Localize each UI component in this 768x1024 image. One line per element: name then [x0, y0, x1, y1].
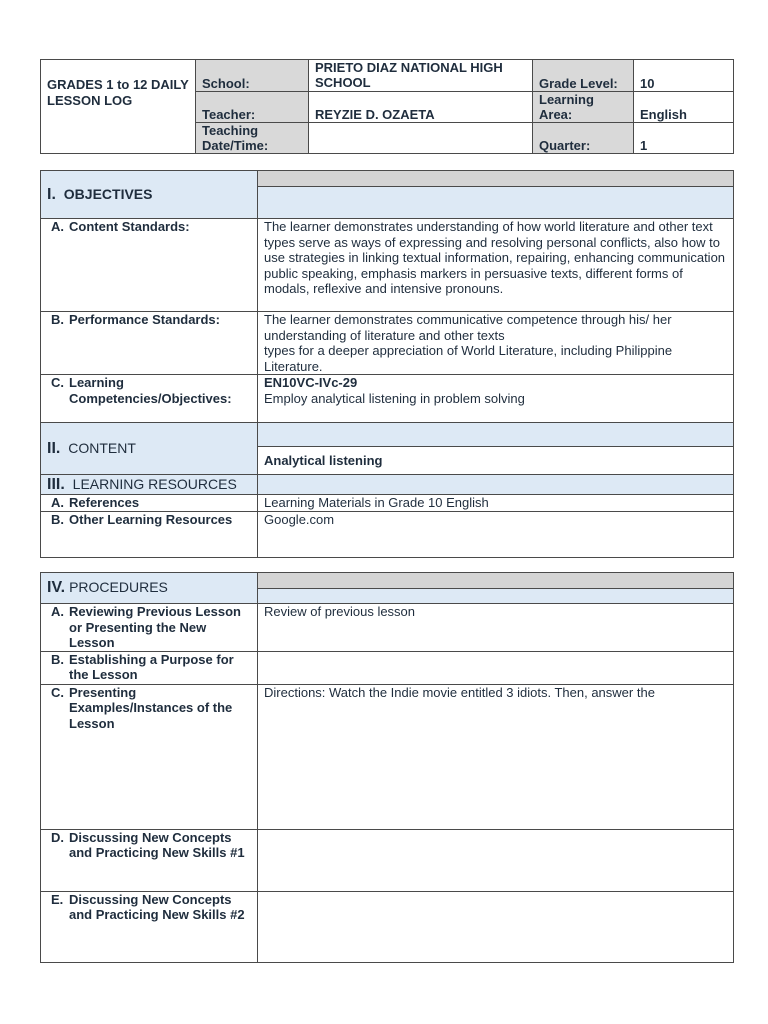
- learning-competencies-value: [258, 375, 734, 423]
- section-content-heading: [41, 423, 258, 475]
- item-letter: A.: [51, 495, 64, 510]
- item-label: Learning Competencies/Objectives:: [69, 375, 232, 406]
- section-title: PROCEDURES: [69, 579, 168, 596]
- area-label: Learning Area:: [533, 92, 634, 123]
- learning-competencies-label: [41, 375, 258, 423]
- date-value: [309, 123, 533, 154]
- date-label: Teaching Date/Time:: [196, 123, 309, 154]
- item-letter: B.: [51, 312, 64, 327]
- performance-standards-value: [258, 312, 734, 375]
- item-letter: A.: [51, 604, 64, 619]
- area-value: English: [634, 92, 734, 123]
- content-standards-label: [41, 219, 258, 312]
- item-letter: A.: [51, 219, 64, 234]
- section-resources-heading: [41, 475, 258, 495]
- item-label: Presenting Examples/Instances of the Lesson: [69, 684, 233, 731]
- log-title: GRADES 1 to 12 DAILY LESSON LOG: [41, 60, 196, 154]
- procedure-d-value: [258, 829, 734, 891]
- other-resources-value: Google.com: [258, 511, 734, 557]
- procedure-c-value: Directions: Watch the Indie movie entitled 3 idiots. Then, answer the: [258, 684, 734, 829]
- procedures-table: [40, 572, 734, 963]
- section-objectives-heading: [41, 171, 258, 219]
- item-label: Content Standards:: [69, 219, 190, 234]
- blue-bar: [258, 423, 734, 447]
- section-number: II.: [47, 439, 61, 457]
- section-number: IV.: [47, 579, 66, 597]
- section-number: I.: [47, 185, 56, 203]
- procedure-c-label: [41, 684, 258, 829]
- item-letter: B.: [51, 651, 64, 667]
- procedure-e-label: [41, 891, 258, 962]
- procedure-a-value: Review of previous lesson: [258, 604, 734, 652]
- item-letter: B.: [51, 511, 64, 527]
- item-letter: C.: [51, 375, 64, 390]
- section-title: OBJECTIVES: [63, 185, 153, 202]
- item-letter: E.: [51, 891, 64, 907]
- item-letter: D.: [51, 829, 64, 845]
- procedure-a-label: [41, 604, 258, 652]
- objectives-table: [40, 170, 734, 558]
- grade-value: 10: [634, 60, 734, 92]
- section-title: CONTENT: [68, 439, 136, 456]
- item-label: Establishing a Purpose for the Lesson: [69, 651, 234, 682]
- section-title: LEARNING RESOURCES: [72, 475, 237, 492]
- references-value: Learning Materials in Grade 10 English: [258, 495, 734, 512]
- content-standards-value: The learner demonstrates understanding of how world literature and other text types serve as ways of expressing and resolving personal conflicts, also how to use strategies in linking textual information, repairing, enhancing communication public speaking, emphasis markers in persuasive texts, different forms of modals, reflexive and intensive pronouns.: [258, 219, 734, 312]
- quarter-label: Quarter:: [533, 123, 634, 154]
- procedure-e-value: [258, 891, 734, 962]
- shaded-bar: [258, 573, 734, 589]
- blue-bar: [258, 475, 734, 495]
- school-value: PRIETO DIAZ NATIONAL HIGH SCHOOL: [309, 60, 533, 92]
- item-label: Performance Standards:: [69, 312, 220, 327]
- item-label: References: [69, 495, 140, 510]
- section-number: III.: [47, 475, 65, 493]
- text-line: types for a deeper appreciation of World Literature, including Philippine Literature.: [264, 343, 673, 374]
- item-label: Reviewing Previous Lesson or Presenting the New Lesson: [69, 604, 241, 650]
- competency-code: EN10VC-IVc-29: [264, 375, 358, 390]
- item-letter: C.: [51, 684, 64, 700]
- procedure-d-label: [41, 829, 258, 891]
- item-label: Other Learning Resources: [69, 511, 233, 527]
- shaded-bar: [258, 171, 734, 187]
- item-label: Discussing New Concepts and Practicing New Skills #1: [69, 829, 245, 860]
- section-procedures-heading: [41, 573, 258, 604]
- procedure-b-label: [41, 651, 258, 684]
- other-resources-label: [41, 511, 258, 557]
- teacher-label: Teacher:: [196, 92, 309, 123]
- header-table: [40, 59, 734, 154]
- item-label: Discussing New Concepts and Practicing New Skills #2: [69, 891, 245, 922]
- procedure-b-value: [258, 651, 734, 684]
- competency-text: Employ analytical listening in problem solving: [264, 390, 525, 406]
- blue-bar: [258, 187, 734, 219]
- performance-standards-label: [41, 312, 258, 375]
- text-line: The learner demonstrates communicative competence through his/ her understanding of literature and other texts: [264, 312, 672, 343]
- blue-bar: [258, 589, 734, 604]
- grade-label: Grade Level:: [533, 60, 634, 92]
- references-label: [41, 495, 258, 512]
- quarter-value: 1: [634, 123, 734, 154]
- content-value: Analytical listening: [258, 447, 734, 475]
- school-label: School:: [196, 60, 309, 92]
- teacher-value: REYZIE D. OZAETA: [309, 92, 533, 123]
